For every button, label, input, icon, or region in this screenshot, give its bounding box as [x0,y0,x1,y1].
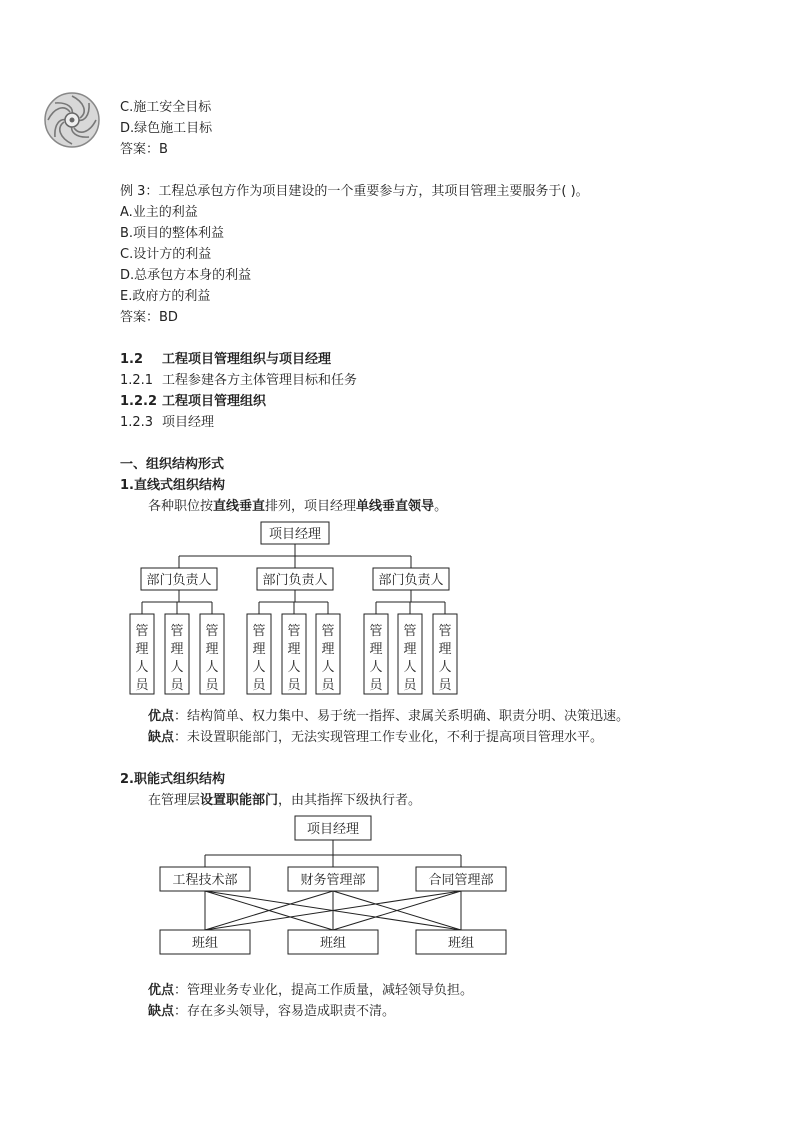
staff-label-char: 人 [135,660,149,675]
section-number: 1.2.1 [120,373,154,388]
section-title: 项目经理 [162,415,215,430]
staff-label-char: 管 [170,624,184,639]
section-title: 工程参建各方主体管理目标和任务 [162,373,358,388]
staff-label-char: 人 [369,660,383,675]
staff-label-char: 员 [438,678,452,693]
staff-label-char: 员 [403,678,417,693]
staff-label-char: 理 [252,642,266,657]
staff-label-char: 人 [403,660,417,675]
example-3-option: A.业主的利益 [120,205,198,220]
staff-label-char: 人 [287,660,301,675]
staff-label-char: 管 [369,624,383,639]
staff-label-char: 理 [135,642,149,657]
department-head-label: 部门负责人 [146,573,212,588]
department-label: 合同管理部 [428,873,494,888]
staff-label-char: 理 [369,642,383,657]
staff-label-char: 员 [287,678,301,693]
cons-text: ：存在多头领导，容易造成职责不清。 [174,1004,396,1019]
staff-label-char: 理 [403,642,417,657]
example-3-option: B.项目的整体利益 [120,226,225,241]
section-number: 1.2.3 [120,415,154,430]
cons-label: 缺点 [148,730,175,745]
desc-text: 。 [434,499,448,514]
functional-cons [148,1003,395,1021]
staff-label-char: 人 [321,660,335,675]
staff-label-char: 员 [252,678,266,693]
staff-label-char: 员 [205,678,219,693]
pros-label: 优点 [148,709,175,724]
cross-connection-lines [205,891,461,930]
project-manager-label: 项目经理 [306,822,360,837]
staff-label-char: 管 [321,624,335,639]
staff-label-char: 管 [403,624,417,639]
pros-label: 优点 [148,983,175,998]
pros-text: ：结构简单、权力集中、易于统一指挥、隶属关系明确、职责分明、决策迅速。 [174,709,630,724]
team-label: 班组 [191,936,219,951]
staff-label-char: 理 [438,642,452,657]
staff-label-char: 人 [205,660,219,675]
desc-text: 在管理层 [148,793,201,808]
example-3-answer: 答案：BD [120,310,178,325]
department-head-label: 部门负责人 [378,573,444,588]
example-3-question: 例 3：工程总承包方作为项目建设的一个重要参与方，其项目管理主要服务于( )。 [120,184,589,199]
staff-label-char: 员 [135,678,149,693]
staff-label-char: 理 [287,642,301,657]
functional-pros [148,982,473,1000]
cons-label: 缺点 [148,1004,175,1019]
team-label: 班组 [447,936,475,951]
section-number: 1.2.2 [120,394,158,409]
staff-label-char: 人 [438,660,452,675]
team-label: 班组 [319,936,347,951]
section-one-heading: 一、组织结构形式 [120,457,225,472]
desc-text: 排列，项目经理 [265,499,357,514]
staff-label-char: 管 [205,624,219,639]
staff-label-char: 人 [252,660,266,675]
section-title: 工程项目管理组织 [162,394,267,409]
example-3-option: C.设计方的利益 [120,247,212,262]
desc-text: 各种职位按 [148,499,214,514]
pros-text: ：管理业务专业化，提高工作质量，减轻领导负担。 [174,983,474,998]
option-c-text: C.施工安全目标 [120,100,212,115]
desc-emphasis: 设置职能部门 [200,793,279,808]
answer-text: 答案：B [120,142,168,157]
staff-label-char: 员 [170,678,184,693]
staff-label-char: 管 [438,624,452,639]
linear-structure-heading: 1.直线式组织结构 [120,478,225,493]
example-3-option: E.政府方的利益 [120,289,211,304]
staff-label-char: 管 [252,624,266,639]
staff-label-char: 人 [170,660,184,675]
staff-label-char: 理 [321,642,335,657]
staff-label-char: 理 [170,642,184,657]
example-3-option: D.总承包方本身的利益 [120,268,252,283]
cons-text: ：未设置职能部门，无法实现管理工作专业化，不利于提高项目管理水平。 [174,730,604,745]
desc-emphasis: 单线垂直领导 [356,499,435,514]
department-head-label: 部门负责人 [262,573,328,588]
staff-label-char: 员 [321,678,335,693]
option-d-text: D.绿色施工目标 [120,121,213,136]
department-label: 财务管理部 [300,873,366,888]
functional-structure-heading: 2.职能式组织结构 [120,772,225,787]
department-label: 工程技术部 [172,873,238,888]
desc-emphasis: 直线垂直 [213,499,266,514]
staff-label-char: 管 [135,624,149,639]
section-title: 工程项目管理组织与项目经理 [162,352,332,367]
section-number: 1.2 [120,352,144,367]
desc-text: ，由其指挥下级执行者。 [278,793,422,808]
staff-label-char: 理 [205,642,219,657]
staff-label-char: 员 [369,678,383,693]
project-manager-label: 项目经理 [268,527,322,542]
staff-label-char: 管 [287,624,301,639]
